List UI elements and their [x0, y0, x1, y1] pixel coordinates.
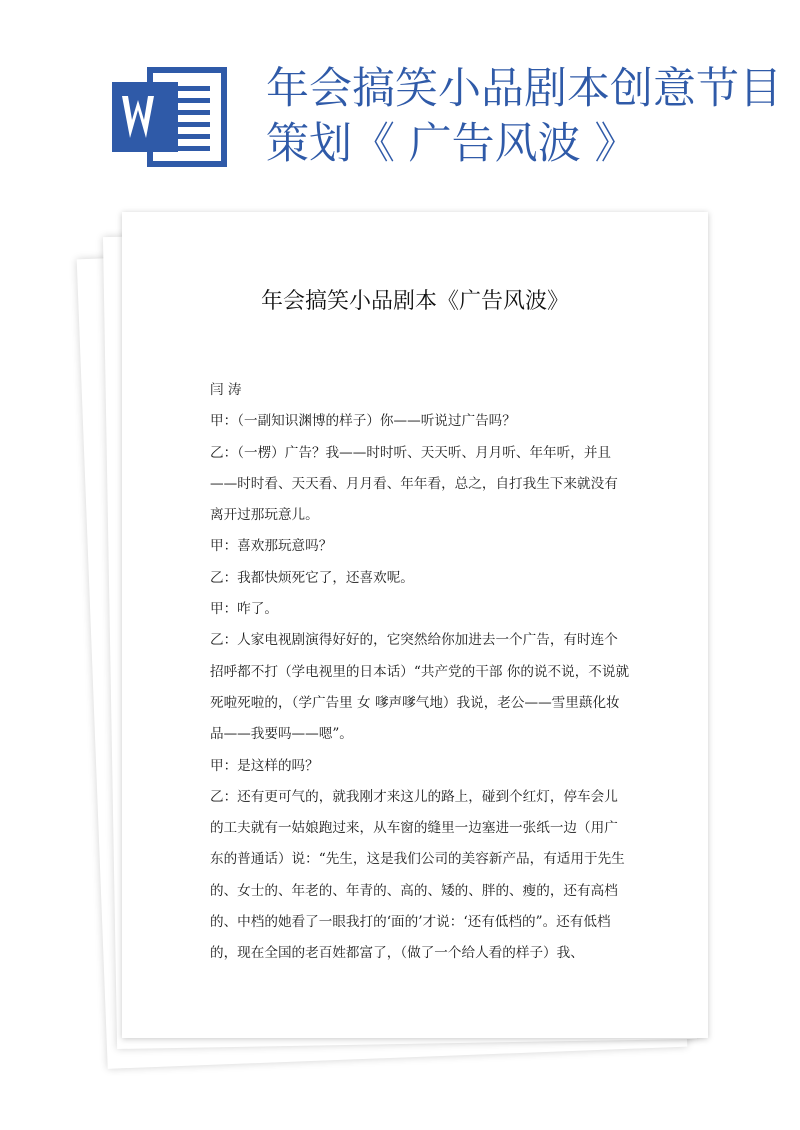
paragraph: 乙：我都快烦死它了，还喜欢呢。 — [210, 569, 414, 586]
document-page — [122, 212, 708, 1038]
paragraph: 乙：人家电视剧演得好好的，它突然给你加进去一个广告，有时连个招呼都不打（学电视里的日本话）“共产党的干部 你的说不说，不说就死啦死啦的，（学广告里 女 嗲声嗲气地）我说，老公——雪里蕻化妆品——我要吗——嗯”。 — [210, 632, 630, 743]
paragraph: 甲：咋了。 — [210, 601, 278, 618]
word-document-icon — [110, 58, 228, 176]
paragraph: 乙：（一楞）广告？我——时时听、天天听、月月听、年年听，并且——时时看、天天看、月月看、年年看，总之，自打我生下来就没有离开过那玩意儿。 — [210, 444, 618, 524]
document-body — [210, 375, 630, 970]
paragraph: 乙：还有更可气的，就我刚才来这儿的路上，碰到个红灯，停车会儿的工夫就有一姑娘跑过来，从车窗的缝里一边塞进一张纸一边（用广东的普通话）说：“先生，这是我们公司的美容新产品，有适用于先生的、女士的、年老的、年青的、高的、矮的、胖的、瘦的，还有高档的、中档的她看了一眼我打的‘面的’才说：‘还有低档的”。还有低档的，现在全国的老百姓都富了，（做了一个给人看的样子）我、 — [210, 788, 625, 962]
document-title: 年会搞笑小品剧本《广告风波》 — [260, 289, 569, 314]
paragraph: 甲：喜欢那玩意吗？ — [210, 538, 333, 555]
paragraph: 甲：是这样的吗？ — [210, 757, 319, 774]
paragraph: 甲：（一副知识渊博的样子）你——听说过广告吗？ — [210, 413, 516, 430]
page-title: 年会搞笑小品剧本创意节目策划《 广告风波 》 — [266, 64, 782, 169]
author-line: 闫 涛 — [210, 382, 242, 398]
